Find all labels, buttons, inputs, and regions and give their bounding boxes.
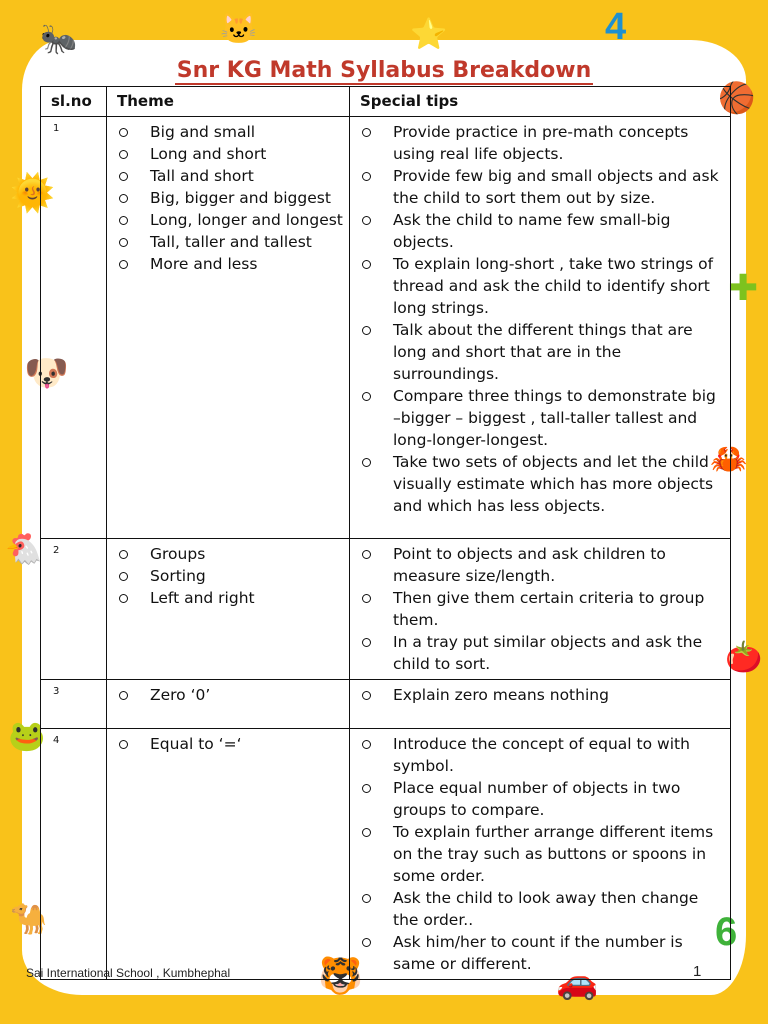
car-icon: 🚗 [556, 963, 599, 1001]
tip-item: Take two sets of objects and let the child visually estimate which has more objects and which has less objects. [350, 451, 730, 517]
table-row [41, 680, 731, 729]
plus-icon: ✚ [728, 267, 759, 308]
theme-item: Big, bigger and biggest [107, 187, 349, 209]
theme-item: Tall, taller and tallest [107, 231, 349, 253]
theme-item: More and less [107, 253, 349, 275]
number-six-icon: 6 [715, 910, 738, 954]
page-title-text: Snr KG Math Syllabus Breakdown [176, 58, 592, 83]
row-number: 1 [41, 117, 107, 539]
tip-item: To explain further arrange different items on the tray such as buttons or spoons in some order. [350, 821, 730, 887]
tip-item: Ask the child to look away then change the order.. [350, 887, 730, 931]
tip-item: Point to objects and ask children to measure size/length. [350, 543, 730, 587]
dog-icon: 🐶 [24, 352, 69, 393]
theme-item: Sorting [107, 565, 349, 587]
theme-cell [107, 117, 350, 539]
tips-cell [350, 680, 731, 729]
syllabus-table [40, 86, 731, 980]
theme-cell [107, 680, 350, 729]
page-title [0, 58, 768, 83]
row-number: 2 [41, 539, 107, 680]
theme-item: Zero ‘0’ [107, 684, 349, 706]
frog-icon: 🐸 [8, 720, 46, 753]
header-sl-no: sl.no [41, 87, 107, 117]
row-number: 3 [41, 680, 107, 729]
tip-item: In a tray put similar objects and ask the child to sort. [350, 631, 730, 675]
tip-item: Provide practice in pre-math concepts using real life objects. [350, 121, 730, 165]
crab-icon: 🦀 [710, 443, 748, 476]
theme-item: Long and short [107, 143, 349, 165]
sun-icon: 🌞 [10, 172, 55, 213]
tip-item: Compare three things to demonstrate big –bigger – biggest , tall-taller tallest and long-longer-longest. [350, 385, 730, 451]
hen-icon: 🐔 [5, 533, 43, 566]
theme-item: Equal to ‘=‘ [107, 733, 349, 755]
tip-item: Ask the child to name few small-big objects. [350, 209, 730, 253]
theme-item: Long, longer and longest [107, 209, 349, 231]
tiger-icon: 🐯 [318, 955, 363, 996]
tips-cell [350, 729, 731, 980]
header-special-tips: Special tips [350, 87, 731, 117]
tip-item: Talk about the different things that are long and short that are in the surroundings. [350, 319, 730, 385]
tips-cell [350, 539, 731, 680]
ant-icon: 🐜 [40, 23, 78, 56]
footer-school-name: Sai International School , Kumbhephal [26, 966, 231, 980]
theme-cell [107, 539, 350, 680]
row-number: 4 [41, 729, 107, 980]
number-four-icon: 4 [605, 6, 627, 48]
theme-item: Big and small [107, 121, 349, 143]
page-number: 1 [693, 963, 702, 980]
tip-item: Then give them certain criteria to group them. [350, 587, 730, 631]
camel-icon: 🐪 [10, 903, 48, 936]
star-icon: ⭐ [410, 18, 448, 51]
table-row [41, 539, 731, 680]
tip-item: Introduce the concept of equal to with symbol. [350, 733, 730, 777]
theme-item: Groups [107, 543, 349, 565]
tip-item: Place equal number of objects in two groups to compare. [350, 777, 730, 821]
table-row [41, 117, 731, 539]
header-theme: Theme [107, 87, 350, 117]
tip-item: Explain zero means nothing [350, 684, 730, 706]
theme-item: Left and right [107, 587, 349, 609]
tip-item: To explain long-short , take two strings of thread and ask the child to identify short long strings. [350, 253, 730, 319]
tomato-icon: 🍅 [725, 641, 763, 674]
tip-item: Provide few big and small objects and ask the child to sort them out by size. [350, 165, 730, 209]
tip-item: Ask him/her to count if the number is same or different. [350, 931, 730, 975]
tips-cell [350, 117, 731, 539]
cat-icon: 🐱 [220, 13, 258, 46]
theme-item: Tall and short [107, 165, 349, 187]
theme-cell [107, 729, 350, 980]
basketball-icon: 🏀 [718, 82, 756, 115]
table-header-row [41, 87, 731, 117]
table-row [41, 729, 731, 980]
